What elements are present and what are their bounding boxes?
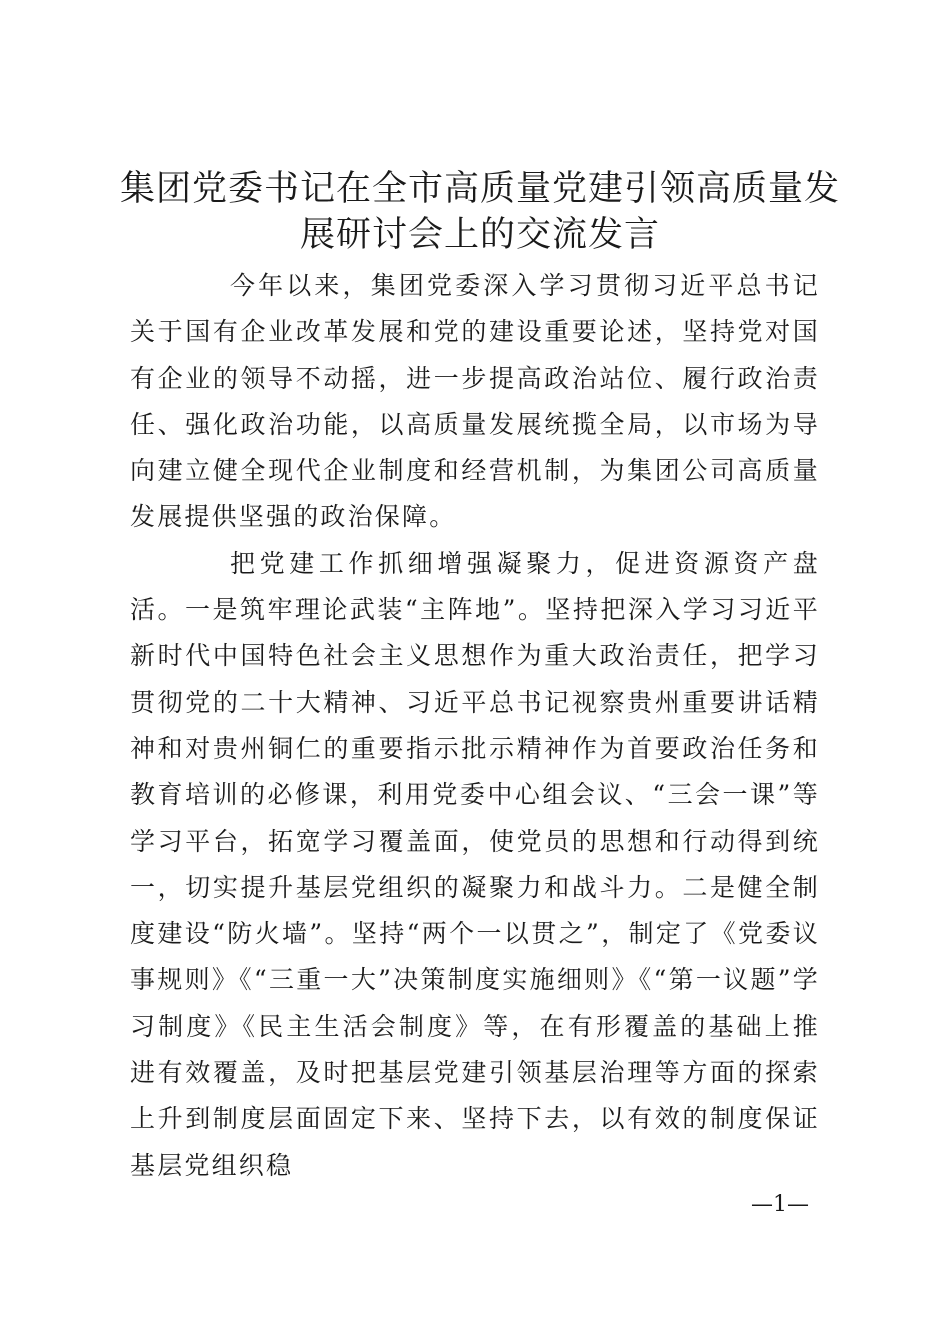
document-body	[130, 263, 820, 1189]
paragraph-1: 今年以来，集团党委深入学习贯彻习近平总书记关于国有企业改革发展和党的建设重要论述，坚持党对国有企业的领导不动摇，进一步提高政治站位、履行政治责任、强化政治功能，以高质量发展统揽全局，以市场为导向建立健全现代企业制度和经营机制，为集团公司高质量发展提供坚强的政治保障。	[130, 271, 820, 532]
page-number: —1—	[751, 1192, 809, 1217]
document-title	[120, 166, 840, 258]
paragraph-2: 把党建工作抓细增强凝聚力，促进资源资产盘活。一是筑牢理论武装“主阵地”。坚持把深入学习习近平新时代中国特色社会主义思想作为重大政治责任，把学习贯彻党的二十大精神、习近平总书记视察贵州重要讲话精神和对贵州铜仁的重要指示批示精神作为首要政治任务和教育培训的必修课，利用党委中心组会议、“三会一课”等学习平台，拓宽学习覆盖面，使党员的思想和行动得到统一，切实提升基层党组织的凝聚力和战斗力。二是健全制度建设“防火墙”。坚持“两个一以贯之”，制定了《党委议事规则》《“三重一大”决策制度实施细则》《“第一议题”学习制度》《民主生活会制度》等，在有形覆盖的基础上推进有效覆盖，及时把基层党建引领基层治理等方面的探索上升到制度层面固定下来、坚持下去，以有效的制度保证基层党组织稳	[130, 548, 820, 1180]
title-line-1: 集团党委书记在全市高质量党建引领高质量发	[120, 169, 841, 209]
title-line-2: 展研讨会上的交流发言	[299, 215, 660, 255]
